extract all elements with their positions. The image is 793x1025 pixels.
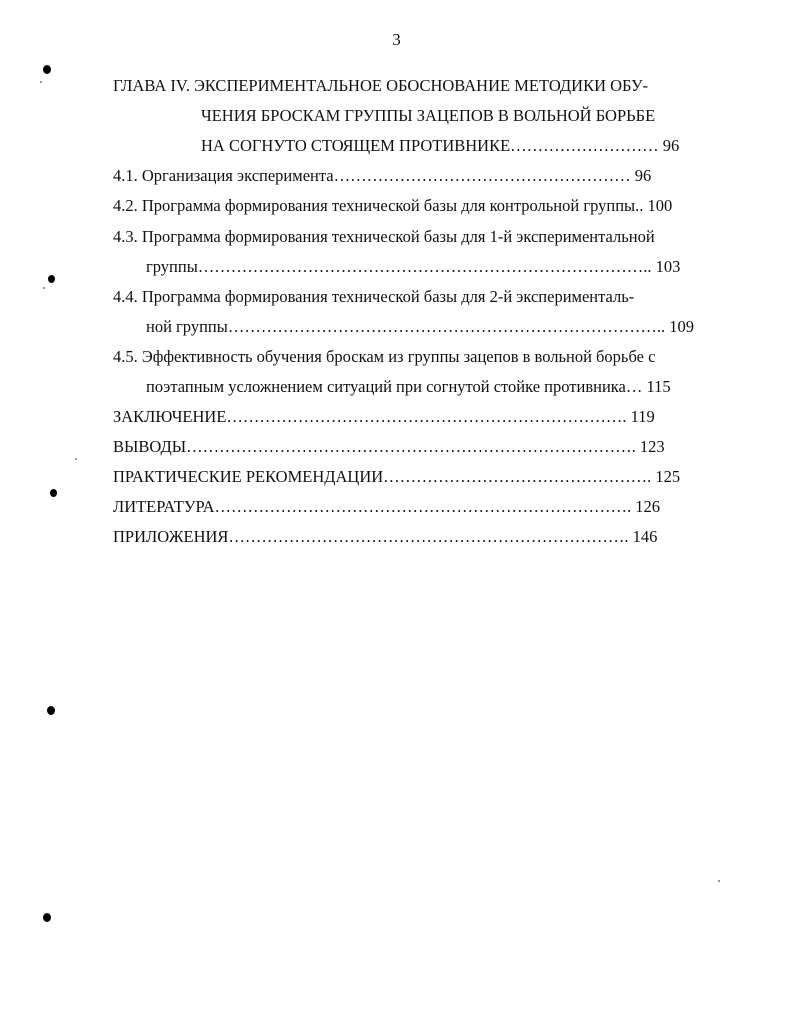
scan-speck [718,880,720,882]
toc-conclusion: ЗАКЛЮЧЕНИЕ………………………………………………………………. 119 [113,407,655,426]
toc-section-4-5-line1: 4.5. Эффективность обучения броскам из группы зацепов в вольной борьбе с [113,347,656,366]
toc-literature: ЛИТЕРАТУРА…………………………………………………………………. 126 [113,497,661,516]
toc-section-4-5-line2: поэтапным усложнением ситуаций при согнутой стойке противника… 115 [146,377,671,396]
binder-hole-mark [47,706,55,715]
scan-speck [40,81,42,83]
toc-section-4-2: 4.2. Программа формирования технической базы для контрольной группы.. 100 [113,196,673,215]
binder-hole-mark [43,913,51,922]
scan-speck [43,287,45,289]
toc-chapter4-line1: ГЛАВА IV. ЭКСПЕРИМЕНТАЛЬНОЕ ОБОСНОВАНИЕ МЕТОДИКИ ОБУ- [113,76,649,95]
toc-section-4-4-line1: 4.4. Программа формирования технической базы для 2-й эксперименталь- [113,287,635,306]
scan-speck [75,458,77,460]
page-number: 3 [392,30,401,49]
toc-chapter4-line2: ЧЕНИЯ БРОСКАМ ГРУППЫ ЗАЦЕПОВ В ВОЛЬНОЙ БОРЬБЕ [201,106,656,125]
toc-appendices: ПРИЛОЖЕНИЯ………………………………………………………………. 146 [113,527,658,546]
binder-hole-mark [48,275,55,283]
toc-section-4-1: 4.1. Организация эксперимента……………………………………………… 96 [113,166,652,185]
toc-section-4-3-line2: группы……………………………………………………………………….. 103 [146,257,681,276]
binder-hole-mark [50,489,57,497]
binder-hole-mark [43,65,51,74]
toc-chapter4-line3: НА СОГНУТО СТОЯЩЕМ ПРОТИВНИКЕ……………………… 96 [201,136,680,155]
toc-findings: ВЫВОДЫ………………………………………………………………………. 123 [113,437,665,456]
toc-recommendations: ПРАКТИЧЕСКИЕ РЕКОМЕНДАЦИИ…………………………………………. 125 [113,467,681,486]
toc-section-4-3-line1: 4.3. Программа формирования технической базы для 1-й экспериментальной [113,227,655,246]
toc-section-4-4-line2: ной группы…………………………………………………………………….. 109 [146,317,694,336]
